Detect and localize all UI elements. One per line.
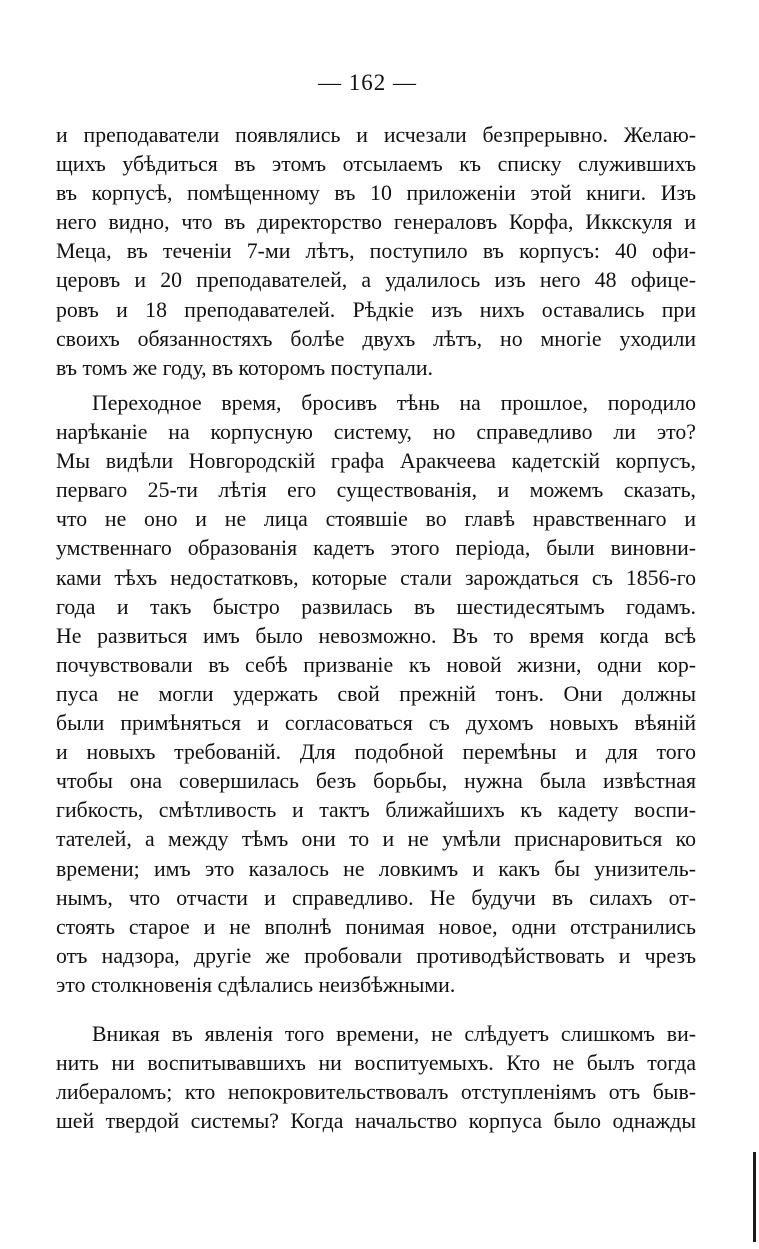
text-line: что не оно и не лица стоявшіе во главѣ нравственнаго и [56,507,696,532]
text-line: Вникая въ явленія того времени, не слѣдуетъ слишкомъ ви- [92,1022,696,1046]
text-line: ками тѣхъ недостатковъ, которые стали зарождаться съ 1856-го [56,565,696,590]
text-line: своихъ обязанностяхъ болѣе двухъ лѣтъ, но многіе уходили [56,326,696,351]
text-line: ровъ и 18 преподавателей. Рѣдкіе изъ нихъ оставались при [56,297,696,322]
text-line: Мы видѣли Новгородскій графа Аракчеева кадетскій корпусъ, [56,449,696,474]
text-line: шей твердой системы? Когда начальство корпуса было однажды [56,1109,696,1134]
paragraph-2 [56,389,696,1000]
text-line: и преподаватели появлялись и исчезали безпрерывно. Желаю- [56,123,696,147]
text-line: него видно, что въ директорство генераловъ Корфа, Иккскуля и [56,210,696,235]
text-line: нымъ, что отчасти и справедливо. Не будучи въ силахъ от- [56,885,696,910]
text-line: въ корпусѣ, помѣщенному въ 10 приложеніи этой книги. Изъ [56,181,696,206]
text-line: гибкость, смѣтливость и тактъ ближайшихъ къ кадету воспи- [56,798,696,823]
paragraph-3 [56,1020,696,1136]
text-line: это столкновенія сдѣлались неизбѣжными. [56,972,456,997]
text-line: года и такъ быстро развилась въ шестидесятымъ годамъ. [56,594,696,619]
text-line: почувствовали въ себѣ призваніе къ новой жизни, одни кор- [56,652,696,677]
text-line: либераломъ; кто непокровительствовалъ отступленіямъ отъ быв- [56,1080,696,1105]
scan-edge-mark [753,1152,756,1242]
text-line: умственнаго образованія кадетъ этого періода, были виновни- [56,536,696,561]
text-line: и новыхъ требованій. Для подобной перемѣны и для того [56,740,696,765]
text-line: стоять старое и не вполнѣ понимая новое, одни отстранились [56,914,696,939]
text-line: пуса не могли удержать свой прежній тонъ. Они должны [56,681,696,706]
text-line: щихъ убѣдиться въ этомъ отсылаемъ къ списку служившихъ [56,152,696,177]
text-line: церовъ и 20 преподавателей, а удалилось изъ него 48 офице- [56,268,696,293]
text-line: нить ни воспитывавшихъ ни воспитуемыхъ. Кто не былъ тогда [56,1051,696,1076]
text-line: чтобы она совершилась безъ борьбы, нужна была извѣстная [56,769,696,794]
text-line: Переходное время, бросивъ тѣнь на прошлое, породило [92,391,696,415]
text-line: отъ надзора, другіе же пробовали противодѣйствовать и чрезъ [56,943,696,968]
text-line: нарѣканіе на корпусную систему, но справедливо ли это? [56,420,696,445]
text-line: были примѣняться и согласоваться съ духомъ новыхъ вѣяній [56,711,696,736]
paragraph-1 [56,121,696,383]
page-number: — 162 — [318,70,417,95]
text-line: перваго 25-ти лѣтія его существованія, и можемъ сказать, [56,478,696,503]
text-line: въ томъ же году, въ которомъ поступали. [56,355,434,380]
text-line: Не развиться имъ было невозможно. Въ то время когда всѣ [56,623,696,648]
text-line: времени; имъ это казалось не ловкимъ и какъ бы унизитель- [56,856,696,881]
text-line: тателей, а между тѣмъ они то и не умѣли приснаровиться ко [56,827,696,852]
text-line: Меца, въ теченіи 7-ми лѣтъ, поступило въ корпусъ: 40 офи- [56,239,696,264]
